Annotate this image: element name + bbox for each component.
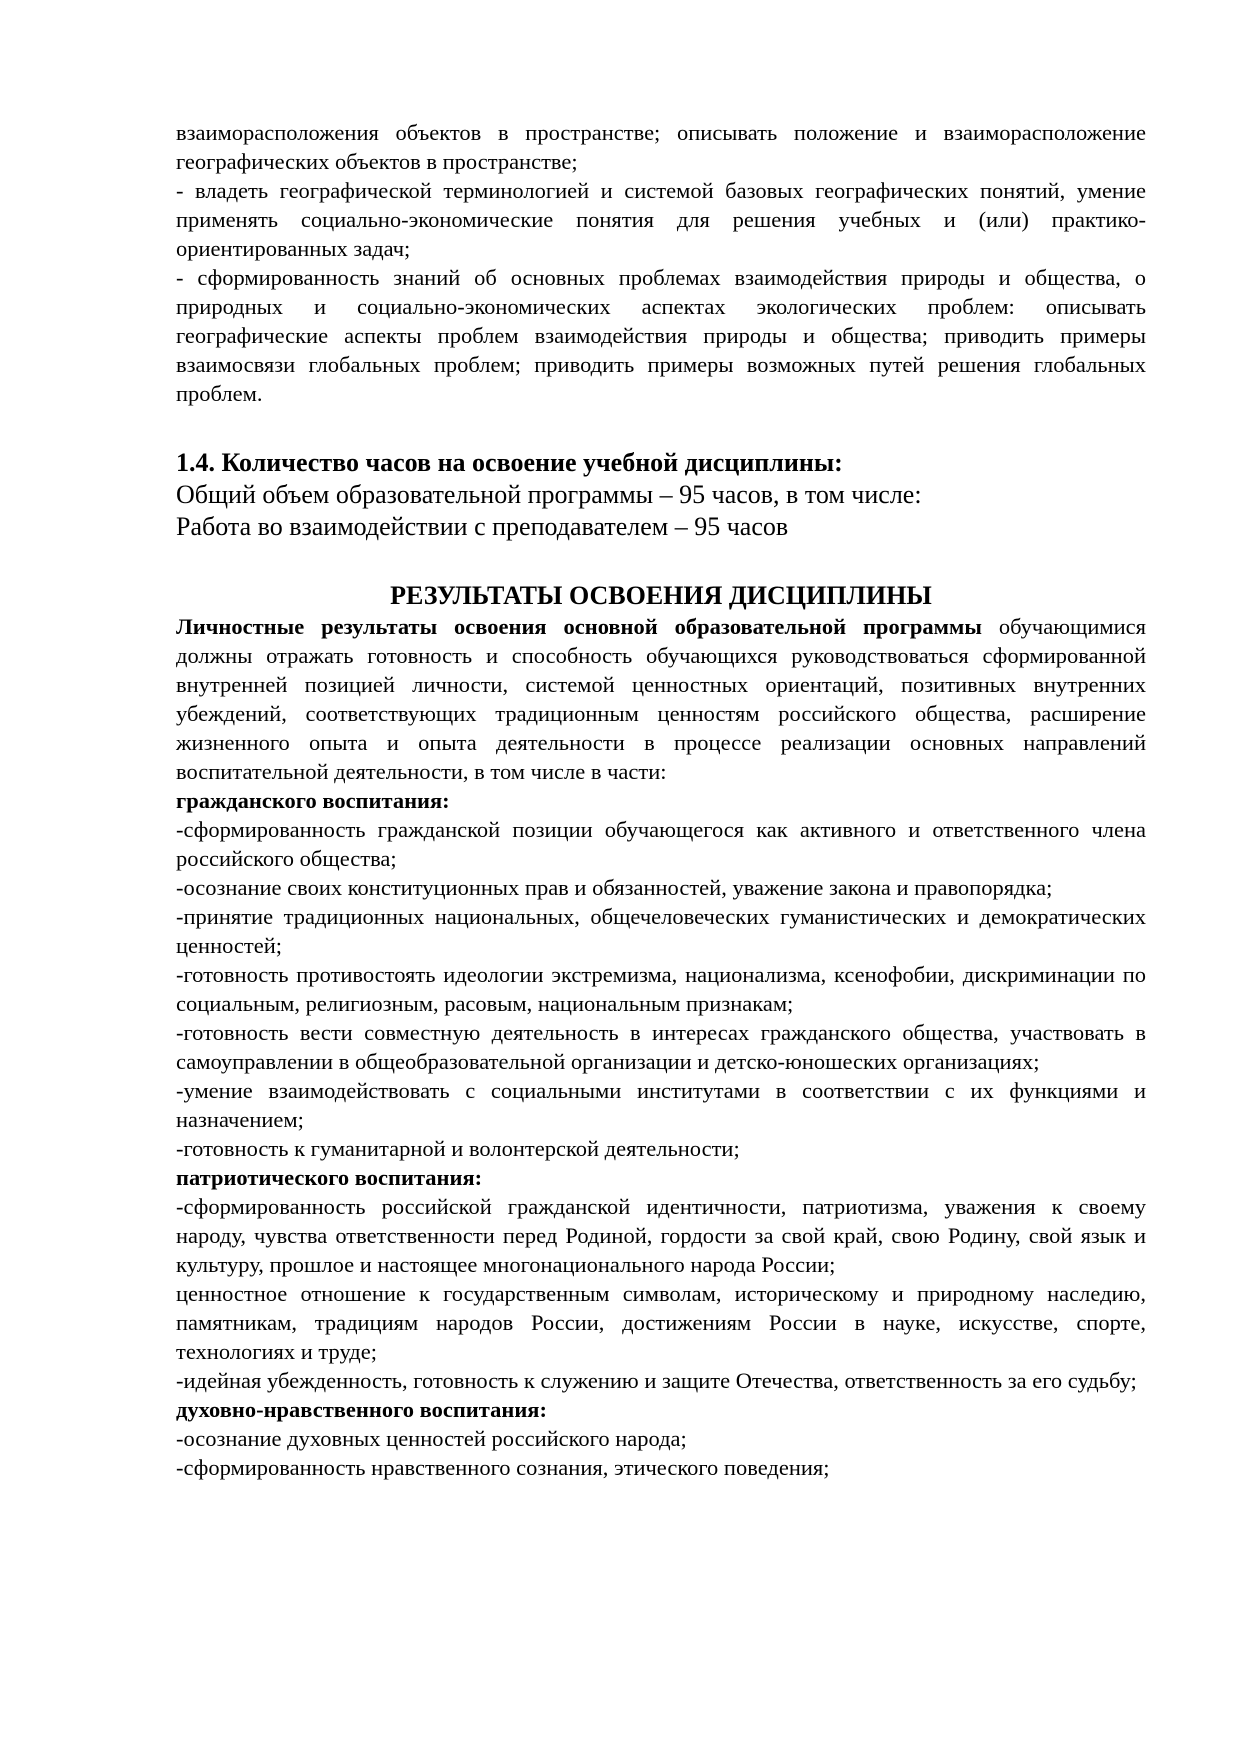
group-heading-spiritual: духовно-нравственного воспитания: [176, 1397, 547, 1422]
hours-total: Общий объем образовательной программы – 95 часов, в том числе: [176, 480, 922, 509]
list-item: ценностное отношение к государственным символам, историческому и природному наследию, памятникам, традициям народов России, достижениям России в науке, искусстве, спорте, технологиях и труде; [176, 1281, 1146, 1364]
results-intro [176, 612, 1146, 786]
group-heading-patriotic: патриотического воспитания: [176, 1165, 483, 1190]
list-item: -умение взаимодействовать с социальными институтами в соответствии с их функциями и назначением; [176, 1078, 1146, 1132]
list-item: -принятие традиционных национальных, общечеловеческих гуманистических и демократических ценностей; [176, 904, 1146, 958]
list-item: -сформированность нравственного сознания, этического поведения; [176, 1455, 830, 1480]
group-heading-civic: гражданского воспитания: [176, 788, 450, 813]
list-item: -сформированность гражданской позиции обучающегося как активного и ответственного члена российского общества; [176, 817, 1146, 871]
list-item: -готовность вести совместную деятельность в интересах гражданского общества, участвовать в самоуправлении в общеобразовательной организации и детско-юношеских организациях; [176, 1020, 1146, 1074]
results-intro-text: обучающимися должны отражать готовность и способность обучающихся руководствоваться сформированной внутренней позицией личности, системой ценностных ориентаций, позитивных внутренних убеждений, соответствующих традиционным ценностям российского общества, расширение жизненного опыта и опыта деятельности в процессе реализации основных направлений воспитательной деятельности, в том числе в части: [176, 614, 1146, 784]
paragraph-geo-position: взаиморасположения объектов в пространстве; описывать положение и взаиморасположение географических объектов в пространстве; [176, 120, 1146, 174]
list-item: -осознание своих конституционных прав и обязанностей, уважение закона и правопорядка; [176, 875, 1053, 900]
list-item: -сформированность российской гражданской идентичности, патриотизма, уважения к своему народу, чувства ответственности перед Родиной, гордости за свой край, свою Родину, свой язык и культуру, прошлое и настоящее многонационального народа России; [176, 1194, 1146, 1277]
results-title: РЕЗУЛЬТАТЫ ОСВОЕНИЯ ДИСЦИПЛИНЫ [390, 581, 932, 610]
document-page [176, 118, 1146, 1482]
hours-heading: 1.4. Количество часов на освоение учебной дисциплины: [176, 448, 843, 477]
hours-interaction: Работа во взаимодействии с преподавателем – 95 часов [176, 512, 789, 541]
list-item: -готовность противостоять идеологии экстремизма, национализма, ксенофобии, дискриминации по социальным, религиозным, расовым, национальным признакам; [176, 962, 1146, 1016]
list-item: -идейная убежденность, готовность к служению и защите Отечества, ответственность за его судьбу; [176, 1368, 1137, 1393]
results-intro-lead: Личностные результаты освоения основной образовательной программы [176, 614, 982, 639]
list-item: -осознание духовных ценностей российского народа; [176, 1426, 687, 1451]
paragraph-geo-problems: - сформированность знаний об основных проблемах взаимодействия природы и общества, о природных и социально-экономических аспектах экологических проблем: описывать географические аспекты проблем взаимодействия природы и общества; приводить примеры взаимосвязи глобальных проблем; приводить примеры возможных путей решения глобальных проблем. [176, 265, 1146, 406]
list-item: -готовность к гуманитарной и волонтерской деятельности; [176, 1136, 740, 1161]
paragraph-geo-terminology: - владеть географической терминологией и системой базовых географических понятий, умение применять социально-экономические понятия для решения учебных и (или) практико-ориентированных задач; [176, 178, 1146, 261]
